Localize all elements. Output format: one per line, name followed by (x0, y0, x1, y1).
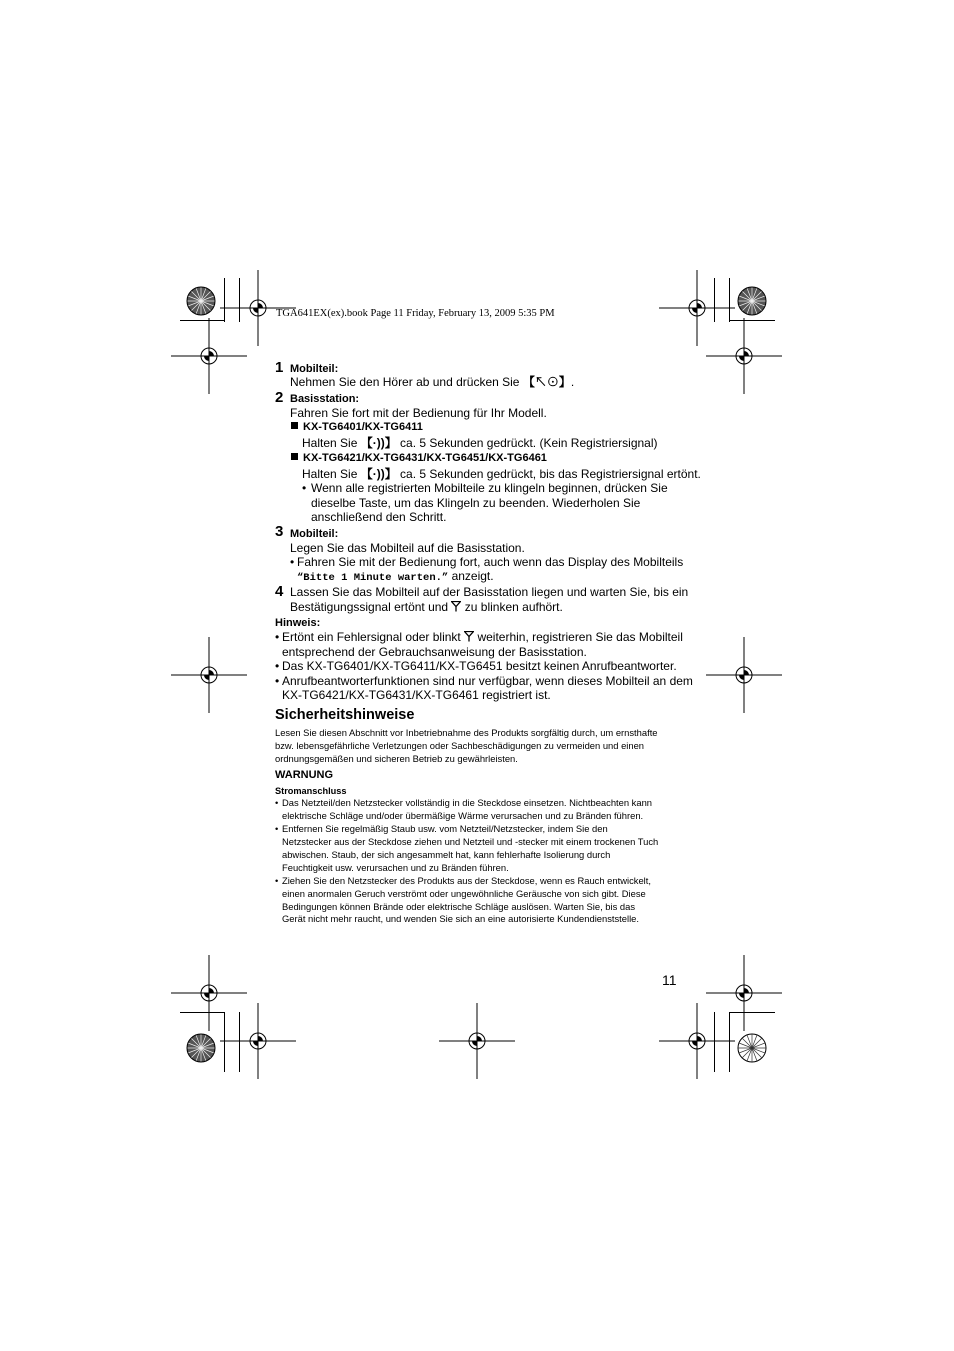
note-title: Hinweis: (275, 617, 321, 629)
safety-text: Netzstecker aus der Steckdose ziehen und Netzteil und -stecker mit einem trockenen Tuch (282, 836, 659, 847)
bullet-marker: • (275, 797, 279, 808)
talk-key-icon: 【↖⊙】 (522, 375, 571, 389)
note-text: Das KX-TG6401/KX-TG6411/KX-TG6451 besitzt keinen Anrufbeantworter. (282, 659, 677, 673)
page-number: 11 (662, 972, 677, 988)
section-heading: Sicherheitshinweise (275, 707, 415, 723)
step-text: Nehmen Sie den Hörer ab und drücken Sie 【↖⊙】. (290, 375, 575, 389)
bullet-marker: • (275, 659, 280, 673)
bullet-text: Wenn alle registrierten Mobilteile zu klingeln beginnen, drücken Sie (311, 481, 668, 495)
step-text: Legen Sie das Mobilteil auf die Basisstation. (290, 541, 525, 555)
step-title: Basisstation: (290, 393, 360, 405)
bullet-marker: • (275, 875, 279, 886)
intro-text: ordnungsgemäßen und sicheren Betrieb zu gewährleisten. (275, 753, 518, 764)
bullet-text: dieselbe Taste, um das Klingeln zu beenden. Wiederholen Sie (311, 496, 641, 510)
bullet-text: anschließend den Schritt. (311, 510, 447, 524)
registration-mark (169, 316, 249, 396)
step-title: Mobilteil: (290, 528, 339, 540)
model-heading: KX-TG6401/KX-TG6411 (291, 420, 423, 435)
antenna-icon (451, 601, 461, 612)
intro-text: bzw. lebensgefährliche Verletzungen oder Sachbeschädigungen zu vermeiden und einen (275, 740, 645, 751)
step-text: Lassen Sie das Mobilteil auf der Basisstation liegen und warten Sie, bis ein (290, 585, 689, 599)
safety-text: Gerät nicht mehr raucht, und wenden Sie sich an eine autorisierte Kundendienststelle. (282, 913, 639, 924)
safety-text: abwischen. Staub, der sich angesammelt hat, kann fehlerhafte Isolierung durch (282, 849, 611, 860)
safety-text: Entfernen Sie regelmäßig Staub usw. vom Netzteil/Netzstecker, indem Sie den (282, 823, 608, 834)
bullet-text: “Bitte 1 Minute warten.” anzeigt. (297, 569, 494, 584)
display-message: “Bitte 1 Minute warten.” (297, 572, 449, 584)
step-text: Fahren Sie fort mit der Bedienung für Ihr Modell. (290, 406, 547, 420)
registration-mark (704, 635, 784, 715)
safety-text: Bedingungen können Brände oder elektrische Schläge auslösen. Warten Sie, bis das (282, 901, 636, 912)
step-number: 2 (275, 389, 284, 406)
safety-text: elektrische Schläge und/oder übermäßige Wärme verursachen und zu Bränden führen. (282, 810, 644, 821)
antenna-icon (464, 631, 474, 642)
step-number: 1 (275, 359, 284, 376)
bullet-marker: • (275, 674, 280, 688)
subheading: Stromanschluss (275, 786, 347, 796)
note-text: entsprechend der Gebrauchsanweisung der Basisstation. (282, 645, 587, 659)
step-title: Mobilteil: (290, 363, 339, 375)
bullet-marker: • (302, 481, 307, 495)
bullet-marker: • (275, 823, 279, 834)
intro-text: Lesen Sie diesen Abschnitt vor Inbetriebnahme des Produkts sorgfältig durch, um ernsthafte (275, 727, 658, 738)
starburst-mark (186, 286, 216, 316)
safety-text: Das Netzteil/den Netzstecker vollständig in die Steckdose einsetzen. Nichtbeachten kann (282, 797, 652, 808)
bullet-marker: • (275, 630, 280, 644)
square-bullet-icon (291, 422, 298, 429)
registration-mark (704, 316, 784, 396)
locator-key-icon: 【·))】 (360, 436, 397, 450)
safety-text: einen anormalen Geruch verströmt oder ungewöhnliche Geräusche von sich gibt. Diese (282, 888, 646, 899)
step-text: Bestätigungssignal ertönt und zu blinken aufhört. (290, 600, 563, 614)
registration-mark (657, 1001, 737, 1081)
bullet-marker: • (290, 555, 295, 569)
safety-text: Feuchtigkeit usw. verursachen und zu Bränden führen. (282, 862, 509, 873)
warning-heading: WARNUNG (275, 769, 334, 781)
bullet-text: Fahren Sie mit der Bedienung fort, auch wenn das Display des Mobilteils (297, 555, 684, 569)
note-text: Anrufbeantworterfunktionen sind nur verfügbar, wenn dieses Mobilteil an dem (282, 674, 693, 688)
locator-key-icon: 【·))】 (360, 467, 397, 481)
model-heading: KX-TG6421/KX-TG6431/KX-TG6451/KX-TG6461 (291, 451, 547, 466)
book-header: TGA641EX(ex).book Page 11 Friday, February 13, 2009 5:35 PM (276, 308, 555, 319)
starburst-mark (737, 286, 767, 316)
starburst-mark (737, 1033, 767, 1063)
square-bullet-icon (291, 453, 298, 460)
registration-mark (437, 1001, 517, 1081)
registration-mark (218, 1001, 298, 1081)
step-number: 4 (275, 583, 284, 600)
registration-mark (169, 635, 249, 715)
model-text: Halten Sie 【·))】 ca. 5 Sekunden gedrückt. (Kein Registriersignal) (302, 436, 658, 450)
note-text: KX-TG6421/KX-TG6431/KX-TG6461 registriert ist. (282, 688, 551, 702)
safety-text: Ziehen Sie den Netzstecker des Produkts aus der Steckdose, wenn es Rauch entwickelt, (282, 875, 651, 886)
note-text: Ertönt ein Fehlersignal oder blinkt weiterhin, registrieren Sie das Mobilteil (282, 630, 683, 644)
model-text: Halten Sie 【·))】 ca. 5 Sekunden gedrückt, bis das Registriersignal ertönt. (302, 467, 701, 481)
step-number: 3 (275, 523, 284, 540)
starburst-mark (186, 1033, 216, 1063)
